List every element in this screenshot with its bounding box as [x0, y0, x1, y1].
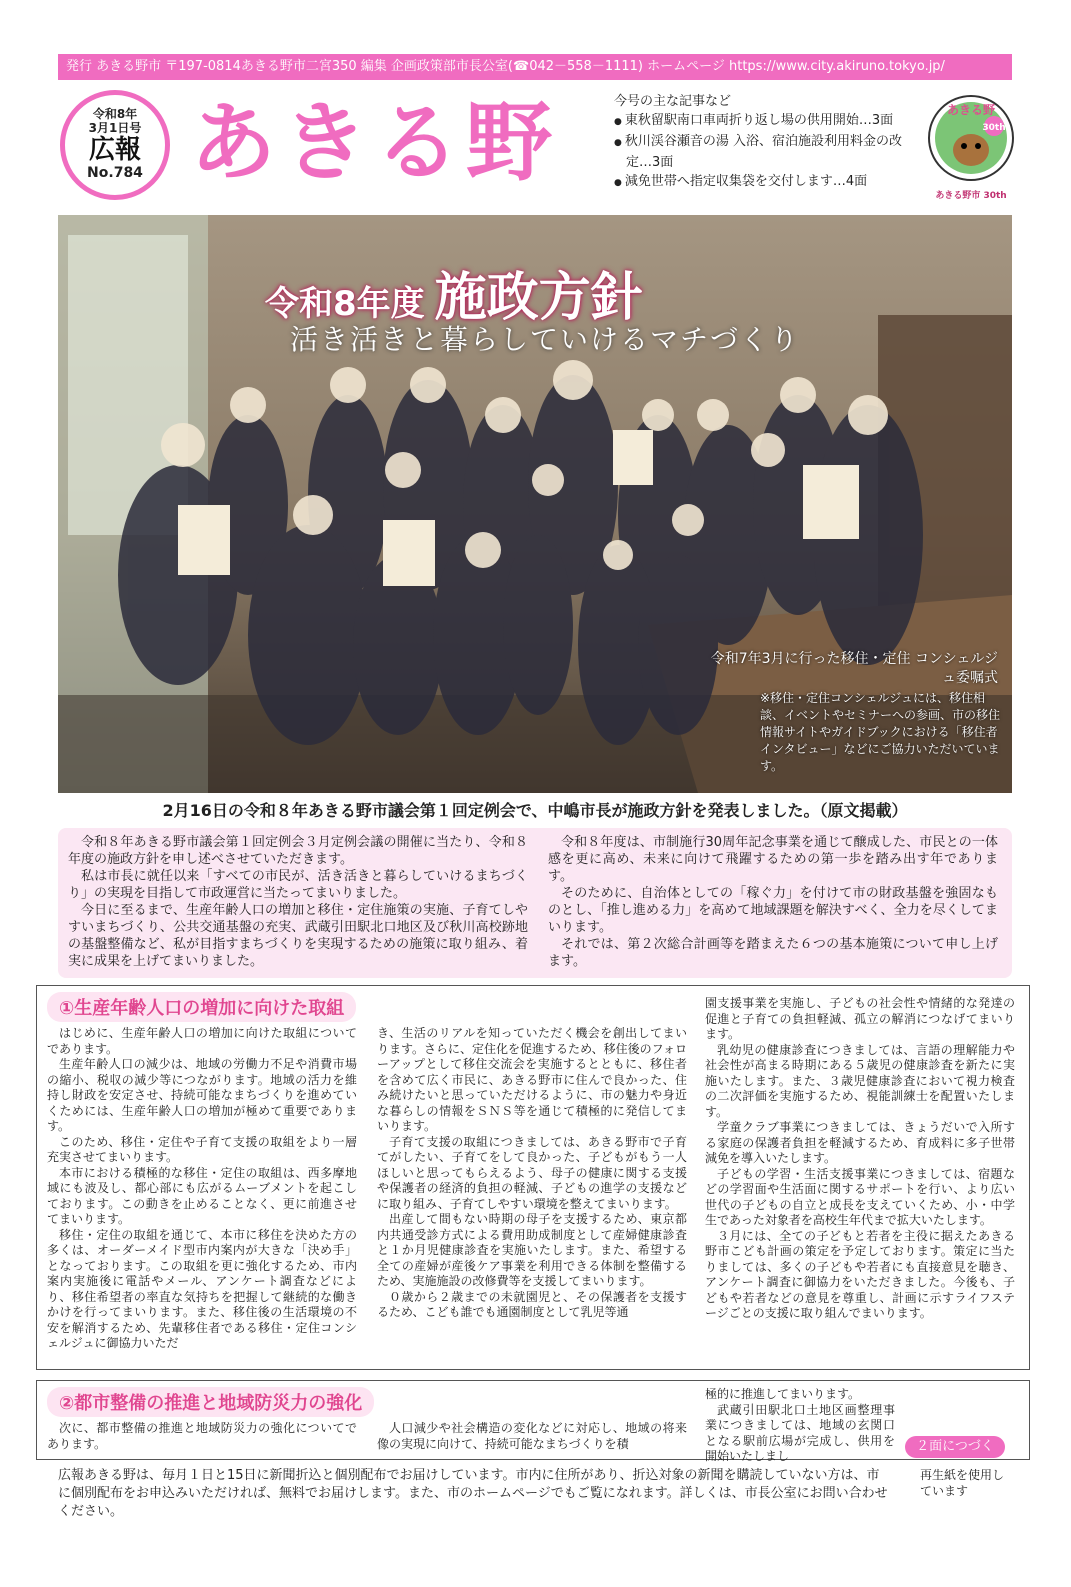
contents-item: ● 東秋留駅南口車両折り返し場の供用開始…3面: [614, 111, 914, 132]
paragraph: それでは、第２次総合計画等を踏まえた６つの基本施策について申し上げます。: [548, 937, 998, 969]
section-1-title: ①生産年齢人口の増加に向けた取組: [47, 992, 356, 1022]
paragraph: ３月には、全ての子どもと若者を主役に据えたあきる野市こども計画の策定を予定しております。策定に当たりましては、多くの子どもや若者にも直接意見を聴き、アンケート調査に御協力をいただきました。今後も、子どもや若者などの意見を尊重し、計画に示すライフステージごとの支援に取り組んでまいります。: [705, 1228, 1015, 1320]
paragraph: き、生活のリアルを知っていただく機会を創出してまいります。さらに、定住化を促進するため、移住後のフォローアップとして移住交流会を実施するとともに、移住者を含めて広く市民に、あきる野市に住んで良かった、住み続けたいと思っていただけるように、市の魅力や身近な暮らしの情報をＳＮＳ等を通じて積極的に発信してまいります。: [377, 1026, 687, 1133]
paragraph: ０歳から２歳までの未就園児と、その保護者を支援するため、こども誰でも通園制度として乳児等通: [377, 1289, 687, 1319]
svg-text:あきる野市 30th: あきる野市 30th: [935, 191, 1007, 201]
feature-title-year: 令和8年度: [265, 284, 425, 324]
paragraph: 出産して間もない時期の母子を支援するため、東京都内共通受診方式による費用助成制度として産婦健康診査と１か月児健康診査を実施いたします。また、希望する全ての産婦が産後ケア事業を利用できる体制を整備するため、実施施設の改修費等を支援してまいります。: [377, 1212, 687, 1288]
contents-title: 今号の主な記事など: [614, 94, 732, 109]
section-2-column-1: [47, 1421, 357, 1452]
city-30th-mascot-logo: [926, 90, 1016, 206]
intro-left-column: [68, 834, 528, 970]
paragraph: 人口減少や社会構造の変化などに対応し、地域の将来像の実現に向けて、持続可能なまちづくりを積: [377, 1421, 687, 1451]
photo-caption-note: ※移住・定住コンシェルジュには、移住相談、イベントやセミナーへの参画、市の移住情報サイトやガイドブックにおける「移住者インタビュー」などにご協力いただいています。: [760, 691, 1001, 773]
svg-text:あきる野: あきる野: [946, 103, 996, 117]
issue-number: No.784: [87, 165, 143, 181]
paragraph: 移住・定住の取組を通じて、本市に移住を決めた方の多くは、オーダーメイド型市内案内が大きな「決め手」となっております。この取組を更に強化するため、市内案内実施後に電話やメール、アンケート調査などにより、移住希望者の率直な気持ちを把握して継続的な働きかけを行ってまいります。また、移住後の生活環境の不安を解消するため、先輩移住者である移住・定住コンシェルジュに御協力いただ: [47, 1227, 357, 1350]
feature-title-main: 施政方針: [434, 268, 643, 328]
paragraph: 武蔵引田駅北口土地区画整理事業につきましては、地域の玄関口となる駅前広場が完成し、供用を開始いたしまし: [705, 1402, 895, 1463]
section-2-column-2: [377, 1421, 687, 1452]
issue-badge: [60, 90, 170, 200]
paragraph: そのために、自治体としての「稼ぐ力」を付けて市の財政基盤を強固なものとし、「推し進める力」を高めて地域課題を解決すべく、全力を尽くしてまいります。: [548, 886, 998, 935]
paragraph: 学童クラブ事業につきましては、きょうだいで入所する家庭の保護者負担を軽減するため、育成料に多子世帯減免を導入いたします。: [705, 1120, 1015, 1165]
paragraph: 令和８年あきる野市議会第１回定例会３月定例会議の開催に当たり、令和８年度の施政方針を申し述べさせていただきます。: [68, 835, 528, 867]
paragraph: 園支援事業を実施し、子どもの社会性や情緒的な発達の促進と子育ての負担軽減、孤立の解消につなげてまいります。: [705, 996, 1015, 1041]
paragraph: 私は市長に就任以来「すべての市民が、活き活きと暮らしていけるまちづくり」の実現を目指して市政運営に当たってまいりました。: [68, 869, 528, 901]
feature-subtitle: 活き活きと暮らしていけるマチづくり: [290, 323, 801, 356]
paragraph: 子どもの学習・生活支援事業につきましては、宿題などの学習面や生活面に関するサポートを行い、より広い世代の子どもの自立と成長を支えていくため、小・中学生であった対象者を高校生年代まで拡大いたします。: [705, 1166, 1015, 1227]
contents-list: [614, 92, 914, 193]
paragraph: 令和８年度は、市制施行30周年記念事業を通じて醸成した、市民との一体感を更に高め、未来に向けて飛躍するための第一歩を踏み出す年であります。: [548, 835, 998, 884]
intro-box: [58, 828, 1012, 978]
paragraph: 子育て支援の取組につきましては、あきる野市で子育てがしたい、子育てをして良かった、子どもがもう一人ほしいと思ってもらえるよう、母子の健康に関する支援や保護者の経済的負担の軽減、子どもの進学の支援などに取り組み、子育てしやすい環境を整えてまいります。: [377, 1134, 687, 1211]
section-1-column-3: [705, 996, 1015, 1322]
issue-date: 3月1日号: [88, 121, 142, 135]
paragraph: 本市における積極的な移住・定住の取組は、西多摩地域にも波及し、都心部にも広がるムーブメントを起こしております。この動きを止めることなく、更に前進させてまいります。: [47, 1165, 357, 1226]
contents-item: ● 秋川渓谷瀬音の湯 入浴、宿泊施設利用料金の改定…3面: [614, 132, 914, 172]
svg-text:30th: 30th: [982, 123, 1006, 133]
section-2: [36, 1380, 1030, 1463]
section-1-column-1: [47, 1026, 357, 1352]
recycled-paper-note: 再生紙を使用しています: [920, 1468, 1005, 1498]
paragraph: 今日に至るまで、生産年齢人口の増加と移住・定住施策の実施、子育てしやすいまちづくり、公共交通基盤の充実、武蔵引田駅北口地区及び秋川高校跡地の基盤整備など、私が目指すまちづくりを実現するための施策に取り組み、着実に成果を上げてまいりました。: [68, 903, 528, 969]
paragraph: はじめに、生産年齢人口の増加に向けた取組についてであります。: [47, 1026, 357, 1056]
section-1: [36, 985, 1030, 1370]
issue-era: 令和8年: [92, 107, 138, 121]
intro-right-column: [548, 834, 998, 970]
paragraph: 乳幼児の健康診査につきましては、言語の理解能力や社会性が高まる時期にある５歳児の健康診査を新たに実施いたします。また、３歳児健康診査において視力検査の二次評価を実施するため、視能訓練士を配置いたします。: [705, 1042, 1015, 1119]
issue-kind: 広報: [88, 135, 141, 165]
paragraph: 生産年齢人口の減少は、地域の労働力不足や消費市場の縮小、税収の減少等につながります。地域の活力を維持し財政を安定させ、持続可能なまちづくりを進めていくためには、生産年齢人口の増加が極めて重要であります。: [47, 1057, 357, 1133]
section-2-column-3: [705, 1387, 895, 1465]
paragraph: 極的に推進してまいります。: [705, 1387, 861, 1401]
publisher-banner: 発行 あきる野市 〒197-0814あきる野市二宮350 編集 企画政策部市長公室(☎042－558－1111) ホームページ https://www.city.akiruno.tokyo.jp/: [58, 54, 1012, 80]
distribution-notice: 広報あきる野は、毎月１日と15日に新聞折込と個別配布でお届けしています。市内に住所があり、折込対象の新聞を購読していない方は、市に個別配布をお申込みいただければ、無料でお届けします。また、市のホームページでもご覧になれます。詳しくは、市長公室にお問い合わせください。: [58, 1468, 888, 1519]
continued-on-page-2-link[interactable]: ２面につづく: [905, 1436, 1005, 1458]
contents-item: ● 減免世帯へ指定収集袋を交付します…4面: [614, 172, 914, 193]
section-1-column-2: [377, 1026, 687, 1321]
paragraph: このため、移住・定住や子育て支援の取組をより一層充実させてまいります。: [47, 1134, 357, 1164]
section-2-title: ②都市整備の推進と地域防災力の強化: [47, 1387, 374, 1417]
lead-text: 2月16日の令和８年あきる野市議会第１回定例会で、中嶋市長が施政方針を発表しました。（原文掲載）: [162, 801, 908, 820]
masthead-title: あきる野: [190, 92, 558, 193]
paragraph: 次に、都市整備の推進と地域防災力の強化についてであります。: [47, 1421, 357, 1451]
photo-caption: 令和7年3月に行った移住・定住 コンシェルジュ委嘱式: [710, 651, 998, 686]
